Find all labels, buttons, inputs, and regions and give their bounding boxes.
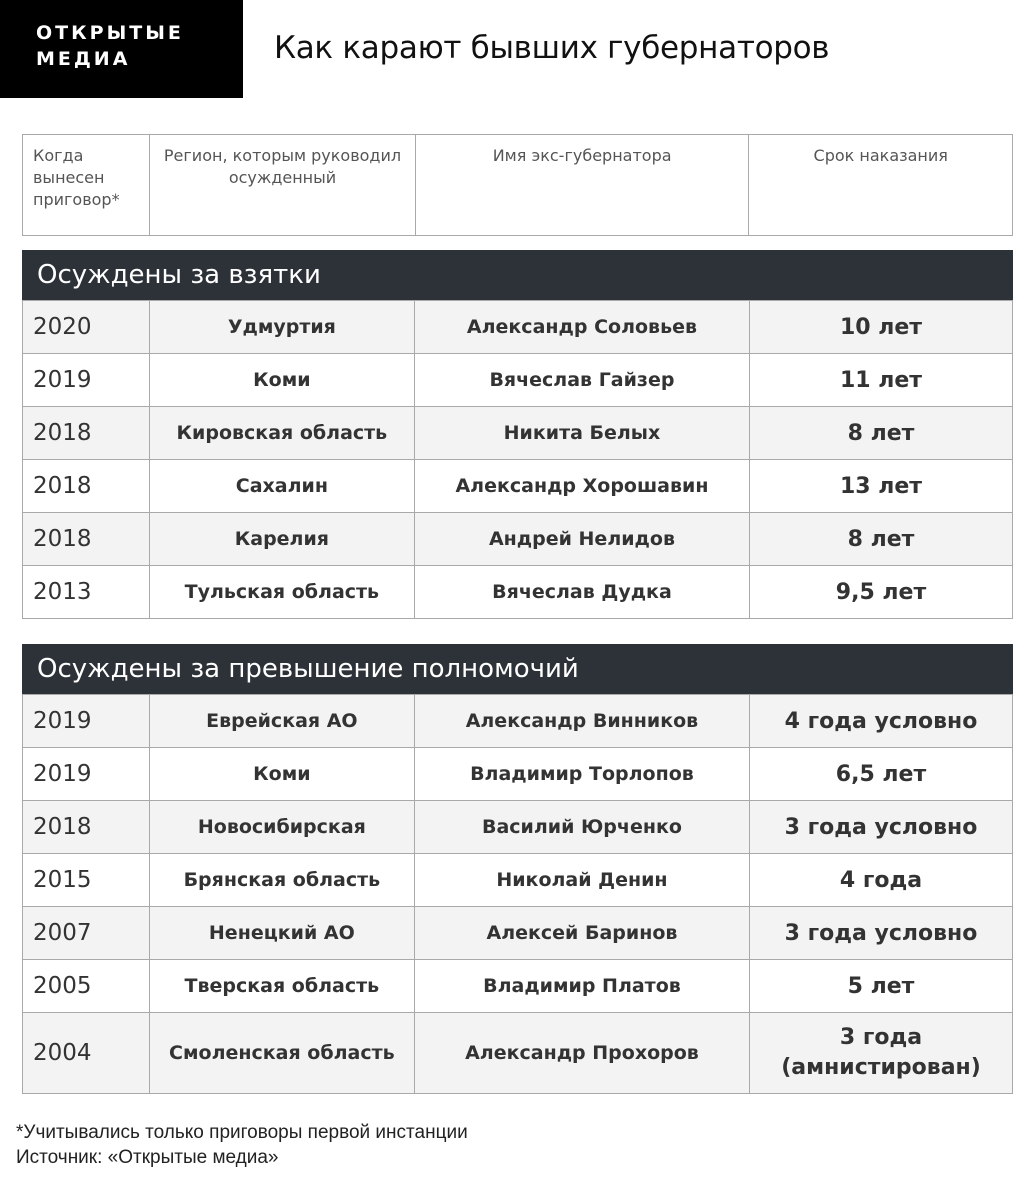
cell-region: Тверская область xyxy=(149,960,414,1013)
table-row xyxy=(23,748,1013,801)
cell-year: 2015 xyxy=(23,854,150,907)
cell-year: 2018 xyxy=(23,460,150,513)
column-header-name: Имя экс-губернатора xyxy=(415,135,749,236)
table-row xyxy=(23,513,1013,566)
table-row xyxy=(23,301,1013,354)
cell-name: Александр Хорошавин xyxy=(414,460,749,513)
table-row xyxy=(23,566,1013,619)
page-title: Как карают бывших губернаторов xyxy=(274,30,830,66)
table-row xyxy=(23,695,1013,748)
cell-region: Смоленская область xyxy=(149,1013,414,1094)
section-title-abuse: Осуждены за превышение полномочий xyxy=(22,644,1013,694)
cell-term: 4 года условно xyxy=(750,695,1013,748)
section-title-bribes: Осуждены за взятки xyxy=(22,250,1013,300)
cell-name: Александр Прохоров xyxy=(414,1013,749,1094)
cell-name: Алексей Баринов xyxy=(414,907,749,960)
cell-name: Никита Белых xyxy=(414,407,749,460)
table-row xyxy=(23,460,1013,513)
cell-region: Удмуртия xyxy=(149,301,414,354)
cell-term: 3 года условно xyxy=(750,907,1013,960)
cell-name: Николай Денин xyxy=(414,854,749,907)
table-row xyxy=(23,960,1013,1013)
abuse-table xyxy=(22,694,1013,1094)
cell-term: 3 года (амнистирован) xyxy=(750,1013,1013,1094)
table-row xyxy=(23,1013,1013,1094)
bribes-table xyxy=(22,300,1013,619)
cell-term: 13 лет xyxy=(750,460,1013,513)
cell-region: Тульская область xyxy=(149,566,414,619)
cell-year: 2013 xyxy=(23,566,150,619)
cell-name: Вячеслав Дудка xyxy=(414,566,749,619)
brand-logo xyxy=(0,0,243,98)
brand-line1: ОТКРЫТЫЕ xyxy=(36,22,184,44)
cell-year: 2018 xyxy=(23,801,150,854)
column-header-table xyxy=(22,134,1013,236)
cell-name: Владимир Платов xyxy=(414,960,749,1013)
cell-year: 2004 xyxy=(23,1013,150,1094)
cell-region: Коми xyxy=(149,748,414,801)
footnote: *Учитывались только приговоры первой инстанции xyxy=(16,1122,468,1143)
cell-region: Сахалин xyxy=(149,460,414,513)
table-row xyxy=(23,801,1013,854)
cell-name: Василий Юрченко xyxy=(414,801,749,854)
table-row xyxy=(23,907,1013,960)
cell-term: 9,5 лет xyxy=(750,566,1013,619)
table-row xyxy=(23,407,1013,460)
cell-region: Брянская область xyxy=(149,854,414,907)
cell-name: Александр Соловьев xyxy=(414,301,749,354)
cell-year: 2007 xyxy=(23,907,150,960)
cell-region: Еврейская АО xyxy=(149,695,414,748)
column-header-date: Когда вынесен приговор* xyxy=(23,135,150,236)
cell-region: Новосибирская xyxy=(149,801,414,854)
cell-term: 11 лет xyxy=(750,354,1013,407)
column-header-region: Регион, которым руководил осужденный xyxy=(150,135,416,236)
source-note: Источник: «Открытые медиа» xyxy=(16,1147,279,1168)
cell-term: 3 года условно xyxy=(750,801,1013,854)
cell-name: Вячеслав Гайзер xyxy=(414,354,749,407)
cell-year: 2005 xyxy=(23,960,150,1013)
cell-term: 8 лет xyxy=(750,407,1013,460)
cell-region: Коми xyxy=(149,354,414,407)
cell-region: Ненецкий АО xyxy=(149,907,414,960)
cell-term: 5 лет xyxy=(750,960,1013,1013)
cell-region: Кировская область xyxy=(149,407,414,460)
column-header-row xyxy=(23,135,1013,236)
cell-term: 8 лет xyxy=(750,513,1013,566)
cell-year: 2019 xyxy=(23,695,150,748)
cell-year: 2018 xyxy=(23,513,150,566)
cell-year: 2018 xyxy=(23,407,150,460)
cell-year: 2020 xyxy=(23,301,150,354)
cell-year: 2019 xyxy=(23,748,150,801)
brand-line2: МЕДИА xyxy=(36,48,131,70)
cell-term: 4 года xyxy=(750,854,1013,907)
cell-year: 2019 xyxy=(23,354,150,407)
cell-term: 6,5 лет xyxy=(750,748,1013,801)
cell-region: Карелия xyxy=(149,513,414,566)
table-row xyxy=(23,854,1013,907)
cell-name: Владимир Торлопов xyxy=(414,748,749,801)
cell-name: Александр Винников xyxy=(414,695,749,748)
column-header-term: Срок наказания xyxy=(749,135,1013,236)
cell-name: Андрей Нелидов xyxy=(414,513,749,566)
table-row xyxy=(23,354,1013,407)
cell-term: 10 лет xyxy=(750,301,1013,354)
